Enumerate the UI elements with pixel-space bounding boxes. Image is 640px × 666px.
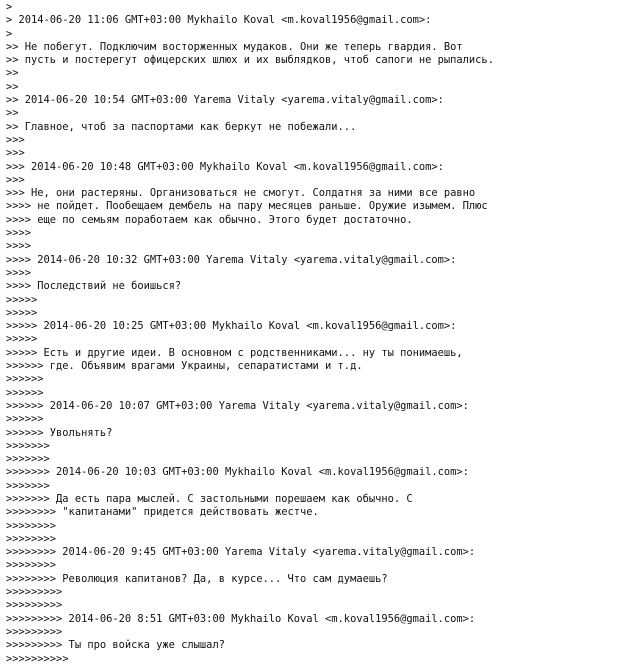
thread-line: >>>>>>> bbox=[6, 453, 50, 466]
thread-line: >>>>>>>>> bbox=[6, 586, 63, 599]
thread-line: >>>>> Есть и другие идеи. В основном с родственниками... ну ты понимаешь, bbox=[6, 346, 463, 359]
thread-line: >>>>>>>>> 2014-06-20 8:51 GMT+03:00 Mykhailo Koval <m.koval1956@gmail.com>: bbox=[6, 612, 476, 625]
thread-line: >>>>>>>> 2014-06-20 9:45 GMT+03:00 Yarema Vitaly <yarema.vitaly@gmail.com>: bbox=[6, 546, 476, 559]
thread-line: >>>>>>>> bbox=[6, 532, 57, 545]
thread-line: >>>>>>>>> bbox=[6, 625, 63, 638]
thread-line: >>>>>>>>> bbox=[6, 599, 63, 612]
thread-line: >>>> не пойдет. Пообещаем дембель на пару месяцев раньше. Оружие изымем. Плюс bbox=[6, 200, 488, 213]
thread-line: >>>>>> где. Объявим врагами Украины, сепаратистами и т.д. bbox=[6, 360, 363, 373]
thread-line: >>>>>> bbox=[6, 373, 44, 386]
thread-line: >>>> bbox=[6, 266, 32, 279]
thread-line: >>>>>>> 2014-06-20 10:03 GMT+03:00 Mykhailo Koval <m.koval1956@gmail.com>: bbox=[6, 466, 469, 479]
thread-line: >>>>>>> Да есть пара мыслей. С застольными порешаем как обычно. С bbox=[6, 492, 413, 505]
thread-line: >>> bbox=[6, 133, 25, 146]
thread-line: >>>>> bbox=[6, 306, 38, 319]
thread-line: >>>>> bbox=[6, 333, 38, 346]
thread-line: >>>>> bbox=[6, 293, 38, 306]
thread-line: >>>>>>>> bbox=[6, 519, 57, 532]
thread-line: >>>> bbox=[6, 240, 32, 253]
thread-line: >>>>>> 2014-06-20 10:07 GMT+03:00 Yarema Vitaly <yarema.vitaly@gmail.com>: bbox=[6, 399, 469, 412]
thread-line: >>>> 2014-06-20 10:32 GMT+03:00 Yarema Vitaly <yarema.vitaly@gmail.com>: bbox=[6, 253, 457, 266]
thread-line: >>>>>> bbox=[6, 386, 44, 399]
thread-line: >>>>>>> bbox=[6, 439, 50, 452]
thread-line: >>> bbox=[6, 147, 25, 160]
thread-line: >> Не побегут. Подключим восторженных мудаков. Они же теперь гвардия. Вот bbox=[6, 40, 463, 53]
thread-line: >>>>> 2014-06-20 10:25 GMT+03:00 Mykhailo Koval <m.koval1956@gmail.com>: bbox=[6, 320, 457, 333]
thread-line: >>>>>>>> bbox=[6, 559, 57, 572]
thread-line: > 2014-06-20 11:06 GMT+03:00 Mykhailo Koval <m.koval1956@gmail.com>: bbox=[6, 14, 432, 27]
thread-line: >>>>>>>> "капитанами" придется действовать жестче. bbox=[6, 506, 319, 519]
thread-line: >> 2014-06-20 10:54 GMT+03:00 Yarema Vitaly <yarema.vitaly@gmail.com>: bbox=[6, 94, 444, 107]
thread-line: >> bbox=[6, 107, 19, 120]
thread-line: >> пусть и постерегут офицерских шлюх и их выблядков, чтоб сапоги не рыпались. bbox=[6, 54, 494, 67]
thread-line: >>>> еще по семьям поработаем как обычно. Этого будет достаточно. bbox=[6, 213, 413, 226]
thread-line: >>>>>> bbox=[6, 413, 44, 426]
thread-line: >> bbox=[6, 67, 19, 80]
thread-line: >>>>>>> bbox=[6, 479, 50, 492]
thread-line: >> bbox=[6, 80, 19, 93]
thread-line: >>> Не, они растеряны. Организоваться не смогут. Солдатня за ними все равно bbox=[6, 187, 476, 200]
thread-line: >>>> bbox=[6, 227, 32, 240]
thread-line: > bbox=[6, 27, 13, 40]
thread-line: >>>>>>>>> Ты про войска уже слышал? bbox=[6, 639, 225, 652]
thread-line: >>> bbox=[6, 173, 25, 186]
thread-line: >>>>>>>>>> bbox=[6, 652, 69, 665]
thread-line: >>>>>>>> Революция капитанов? Да, в курсе... Что сам думаешь? bbox=[6, 572, 388, 585]
thread-line: >> Главное, чтоб за паспортами как беркут не побежали... bbox=[6, 120, 357, 133]
thread-line: >>>>>> Увольнять? bbox=[6, 426, 113, 439]
thread-line: > bbox=[6, 1, 13, 13]
thread-line: >>>> Последствий не боишься? bbox=[6, 280, 182, 293]
thread-line: >>> 2014-06-20 10:48 GMT+03:00 Mykhailo Koval <m.koval1956@gmail.com>: bbox=[6, 160, 444, 173]
